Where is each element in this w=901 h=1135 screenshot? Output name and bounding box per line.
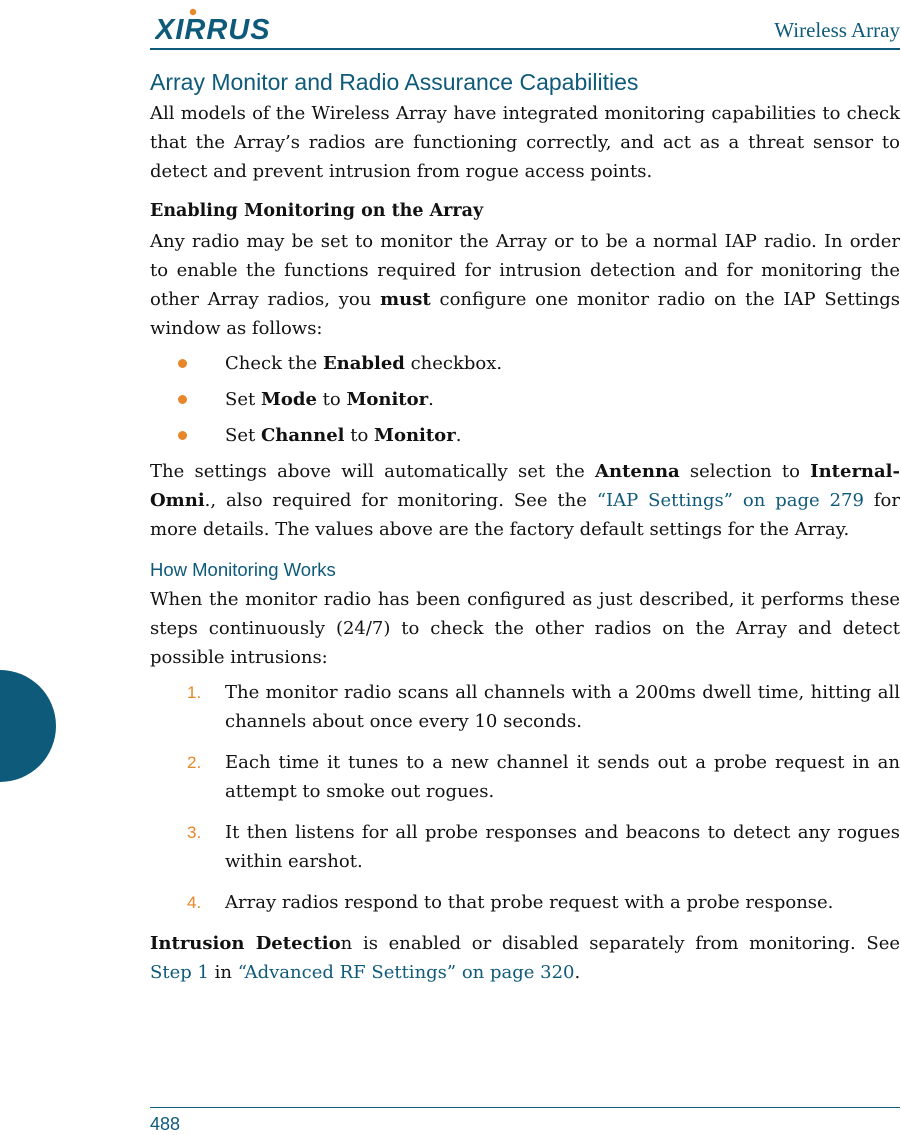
steps-list	[150, 678, 900, 917]
bullet-icon	[178, 431, 187, 440]
footer-divider	[150, 1107, 900, 1108]
subsection-title-how: How Monitoring Works	[150, 559, 336, 580]
bullet-icon	[178, 359, 187, 368]
list-item: Check the Enabled checkbox.	[150, 349, 900, 378]
section-title: Array Monitor and Radio Assurance Capabilities	[150, 69, 639, 95]
chapter-tab-marker	[0, 670, 56, 782]
list-item: 4. Array radios respond to that probe request with a probe response.	[150, 888, 900, 917]
step-1-link[interactable]: Step 1	[150, 962, 209, 983]
step-number: 3.	[187, 823, 202, 842]
list-item: 3. It then listens for all probe responses and beacons to detect any rogues within earshot.	[150, 818, 900, 876]
step-number: 2.	[187, 753, 202, 772]
list-item: Set Mode to Monitor.	[150, 385, 900, 414]
list-item: Set Channel to Monitor.	[150, 421, 900, 450]
list-item: 1. The monitor radio scans all channels with a 200ms dwell time, hitting all channels about once every 10 seconds.	[150, 678, 900, 736]
bullet-icon	[178, 395, 187, 404]
svg-text:XIRRUS: XIRRUS	[155, 14, 271, 42]
page-content	[150, 62, 900, 987]
page-number: 488	[150, 1114, 181, 1134]
header-title: Wireless Array	[774, 18, 900, 42]
advanced-rf-settings-link[interactable]: “Advanced RF Settings” on page 320	[237, 962, 575, 983]
step-number: 4.	[187, 893, 202, 912]
xirrus-logo	[155, 8, 315, 42]
closing-paragraph: Intrusion Detection is enabled or disabled separately from monitoring. See Step 1 in “Advanced RF Settings” on page 320.	[150, 933, 901, 983]
step-number: 1.	[187, 683, 202, 702]
settings-followup-paragraph: The settings above will automatically set the Antenna selection to Internal-Omni., also required for monitoring. See the “IAP Settings” on page 279 for more details. The values above are the factory default settings for the Array.	[150, 461, 900, 540]
enabling-paragraph: Any radio may be set to monitor the Array or to be a normal IAP radio. In order to enable the functions required for intrusion detection and for monitoring the other Array radios, you must configure one monitor radio on the IAP Settings window as follows:	[150, 231, 900, 339]
header-divider	[150, 48, 900, 50]
list-item: 2. Each time it tunes to a new channel it sends out a probe request in an attempt to smoke out rogues.	[150, 748, 900, 806]
subhead-enabling: Enabling Monitoring on the Array	[150, 201, 484, 221]
iap-settings-link[interactable]: “IAP Settings” on page 279	[596, 490, 864, 511]
section-intro: All models of the Wireless Array have integrated monitoring capabilities to check that the Array’s radios are functioning correctly, and act as a threat sensor to detect and prevent intrusion from rogue access points.	[150, 103, 900, 182]
page-header	[150, 0, 900, 52]
how-intro: When the monitor radio has been configured as just described, it performs these steps continuously (24/7) to check the other radios on the Array and detect possible intrusions:	[150, 589, 900, 668]
settings-list	[150, 349, 900, 450]
